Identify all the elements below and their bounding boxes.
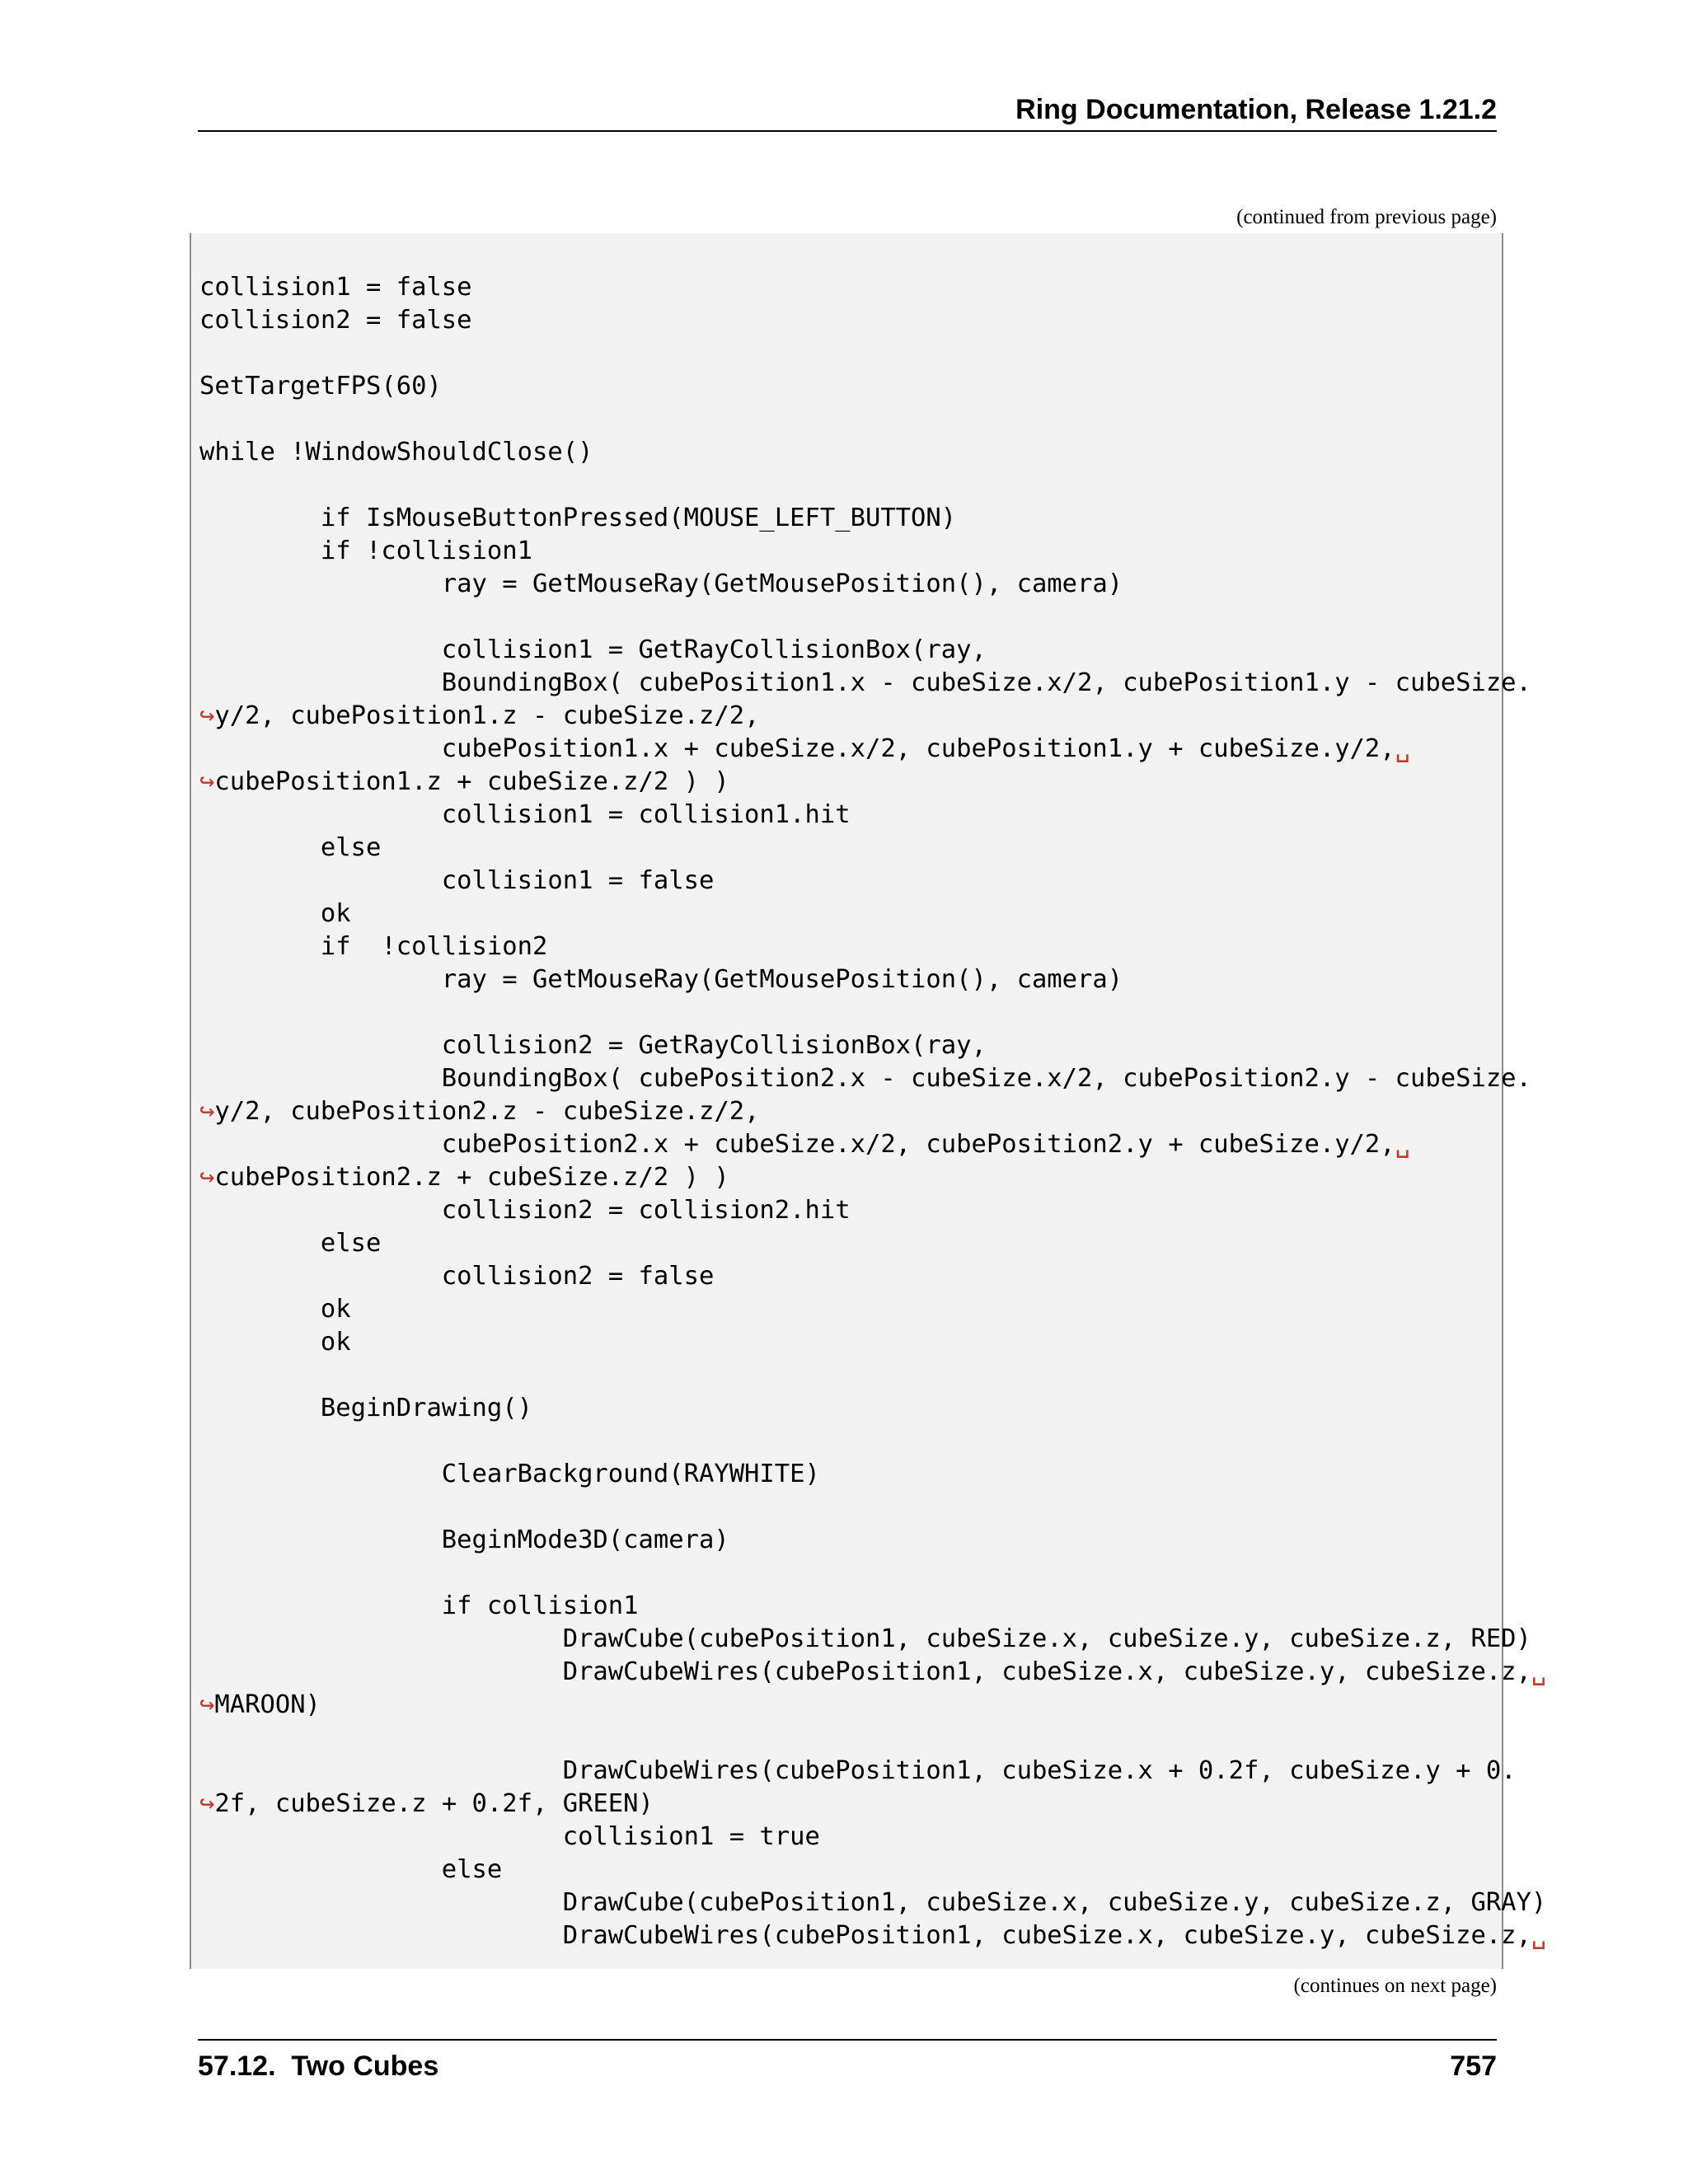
page-header-title: Ring Documentation, Release 1.21.2 xyxy=(1015,94,1497,125)
code-line: collision1 = false xyxy=(199,273,472,302)
code-line: else xyxy=(199,833,382,862)
code-line xyxy=(199,1557,1546,1590)
code-line: DrawCubeWires(cubePosition1, cubeSize.x, cubeSize.y, cubeSize.z,␣ xyxy=(199,1657,1547,1686)
code-line: ↪2f, cubeSize.z + 0.2f, GREEN) xyxy=(199,1789,654,1818)
code-line: ClearBackground(RAYWHITE) xyxy=(199,1460,820,1488)
code-line: collision2 = false xyxy=(199,1262,715,1291)
code-line: collision2 = false xyxy=(199,306,472,335)
line-wrap-arrow-icon: ↪ xyxy=(199,701,215,730)
footer-section-title: 57.12. Two Cubes xyxy=(198,2050,439,2082)
code-line: DrawCubeWires(cubePosition1, cubeSize.x, cubeSize.y, cubeSize.z,␣ xyxy=(199,1921,1547,1950)
code-line xyxy=(199,996,1546,1029)
line-wrap-arrow-icon: ↪ xyxy=(199,1789,215,1818)
page-number: 757 xyxy=(1450,2050,1497,2082)
code-line: cubePosition2.x + cubeSize.x/2, cubePosition2.y + cubeSize.y/2,␣ xyxy=(199,1130,1411,1159)
header-divider xyxy=(198,130,1497,132)
visible-space-icon: ␣ xyxy=(1395,1130,1411,1159)
code-line: BoundingBox( cubePosition2.x - cubeSize.x/2, cubePosition2.y - cubeSize. xyxy=(199,1064,1531,1093)
code-line xyxy=(199,403,1546,436)
code-line: cubePosition1.x + cubeSize.x/2, cubePosition1.y + cubeSize.y/2,␣ xyxy=(199,734,1411,763)
code-line xyxy=(199,337,1546,370)
code-line xyxy=(199,1722,1546,1755)
code-block xyxy=(190,233,1547,1969)
code-line: BeginMode3D(camera) xyxy=(199,1526,729,1554)
code-line: ↪cubePosition2.z + cubeSize.z/2 ) ) xyxy=(199,1163,729,1192)
code-line: while !WindowShouldClose() xyxy=(199,438,593,466)
code-line: ↪y/2, cubePosition1.z - cubeSize.z/2, xyxy=(199,701,760,730)
line-wrap-arrow-icon: ↪ xyxy=(199,1163,215,1192)
code-line: if !collision1 xyxy=(199,537,532,565)
code-line: if !collision2 xyxy=(199,932,548,961)
code-line: BoundingBox( cubePosition1.x - cubeSize.x/2, cubePosition1.y - cubeSize. xyxy=(199,668,1531,697)
code-line: ok xyxy=(199,1328,351,1357)
code-line: ↪MAROON) xyxy=(199,1690,321,1719)
code-lines xyxy=(199,271,1546,1952)
code-line: collision1 = false xyxy=(199,866,715,895)
code-line xyxy=(199,601,1546,634)
code-line: if collision1 xyxy=(199,1591,639,1620)
code-line xyxy=(199,1359,1546,1392)
footer-divider xyxy=(198,2039,1497,2041)
code-line: if IsMouseButtonPressed(MOUSE_LEFT_BUTTON) xyxy=(199,504,957,532)
code-line: ok xyxy=(199,899,351,928)
code-line: ok xyxy=(199,1295,351,1324)
code-line xyxy=(199,1425,1546,1458)
code-line: collision1 = collision1.hit xyxy=(199,800,851,829)
code-line: collision2 = GetRayCollisionBox(ray, xyxy=(199,1031,987,1060)
code-line: ↪y/2, cubePosition2.z - cubeSize.z/2, xyxy=(199,1097,760,1126)
visible-space-icon: ␣ xyxy=(1395,734,1411,763)
code-line: ray = GetMouseRay(GetMousePosition(), camera) xyxy=(199,569,1123,598)
code-line: else xyxy=(199,1229,382,1258)
code-line xyxy=(199,1491,1546,1524)
line-wrap-arrow-icon: ↪ xyxy=(199,1097,215,1126)
visible-space-icon: ␣ xyxy=(1531,1657,1547,1686)
continues-next-label: (continues on next page) xyxy=(1293,1975,1497,1997)
code-line: DrawCube(cubePosition1, cubeSize.x, cubeSize.y, cubeSize.z, GRAY) xyxy=(199,1888,1547,1917)
code-line: else xyxy=(199,1855,503,1884)
line-wrap-arrow-icon: ↪ xyxy=(199,767,215,796)
code-line: DrawCubeWires(cubePosition1, cubeSize.x + 0.2f, cubeSize.y + 0. xyxy=(199,1756,1517,1785)
code-line: collision1 = true xyxy=(199,1822,820,1851)
visible-space-icon: ␣ xyxy=(1531,1921,1547,1950)
code-line: ↪cubePosition1.z + cubeSize.z/2 ) ) xyxy=(199,767,729,796)
code-line xyxy=(199,469,1546,502)
code-line: DrawCube(cubePosition1, cubeSize.x, cubeSize.y, cubeSize.z, RED) xyxy=(199,1624,1531,1653)
continued-from-label: (continued from previous page) xyxy=(1236,206,1497,228)
code-line: ray = GetMouseRay(GetMousePosition(), camera) xyxy=(199,965,1123,994)
code-line: collision2 = collision2.hit xyxy=(199,1196,851,1225)
code-line: BeginDrawing() xyxy=(199,1394,532,1422)
code-line: SetTargetFPS(60) xyxy=(199,372,442,401)
line-wrap-arrow-icon: ↪ xyxy=(199,1690,215,1719)
code-line: collision1 = GetRayCollisionBox(ray, xyxy=(199,635,987,664)
